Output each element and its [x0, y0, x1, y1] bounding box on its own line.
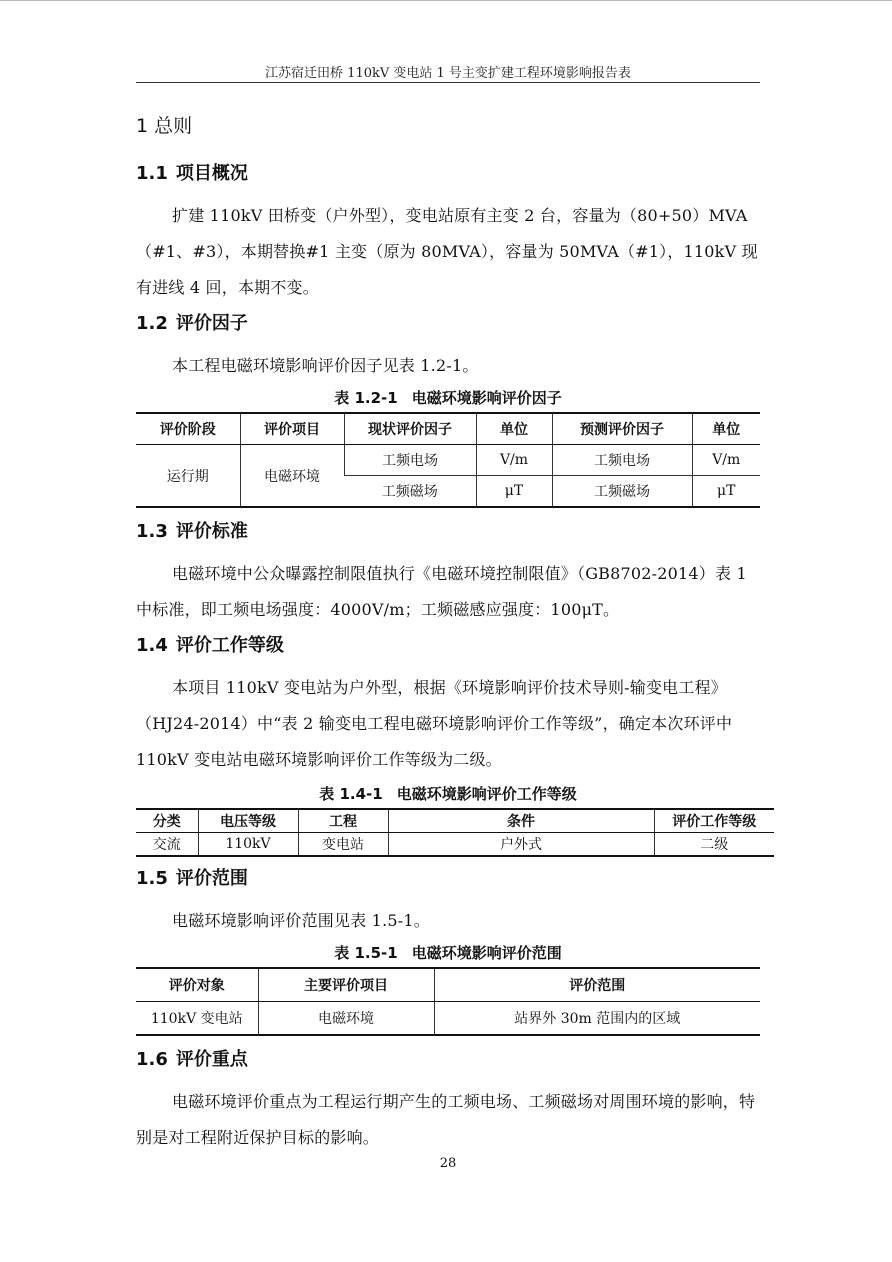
paragraph-evaluation-focus: 电磁环境评价重点为工程运行期产生的工频电场、工频磁场对周围环境的影响，特别是对工程附近保护目标的影响。: [136, 1092, 756, 1147]
running-header: 江苏宿迁田桥 110kV 变电站 1 号主变扩建工程环境影响报告表: [265, 66, 631, 81]
table-cell: 交流: [152, 837, 181, 853]
table-cell: 工频磁场: [552, 476, 692, 508]
table-evaluation-scope: [136, 967, 760, 1036]
table-cell: 站界外 30m 范围内的区域: [434, 1002, 760, 1036]
column-header: 单位: [476, 413, 552, 445]
table-cell: 户外式: [388, 833, 654, 857]
column-header: 分类: [136, 809, 198, 833]
section-number: 1.2: [136, 313, 168, 334]
table-cell: 电磁环境: [258, 1002, 434, 1036]
section-title: 评价标准: [175, 521, 248, 542]
table-caption-1-4-1: [136, 784, 760, 804]
table-row: [136, 445, 760, 476]
column-header: 评价工作等级: [654, 809, 774, 833]
table-row: [136, 833, 774, 857]
paragraph-evaluation-grade: 本项目 110kV 变电站为户外型，根据《环境影响评价技术导则-输变电工程》（HJ24-2014）中“表 2 输变电工程电磁环境影响评价工作等级”，确定本次环评中 110kV 变电站电磁环境影响评价工作等级为二级。: [136, 678, 733, 769]
chapter-title: 1 总则: [136, 115, 193, 137]
section-number: 1.4: [136, 635, 168, 656]
table-cell: μT: [476, 476, 552, 508]
table-cell: 110kV 变电站: [150, 1011, 243, 1027]
table-cell: 变电站: [298, 833, 388, 857]
column-header: 预测评价因子: [552, 413, 692, 445]
page-top-border: [0, 0, 892, 1]
column-header: 评价对象: [136, 968, 258, 1002]
column-header: 电压等级: [198, 809, 298, 833]
section-number: 1.3: [136, 521, 168, 542]
column-header: 评价范围: [434, 968, 760, 1002]
section-number: 1.1: [136, 163, 168, 184]
column-header: 评价阶段: [136, 413, 240, 445]
paragraph-evaluation-standard: 电磁环境中公众曝露控制限值执行《电磁环境控制限值》（GB8702-2014）表 1 中标准，即工频电场强度：4000V/m；工频磁感应强度：100μT。: [136, 564, 747, 619]
section-title: 评价重点: [175, 1049, 248, 1070]
column-header: 主要评价项目: [258, 968, 434, 1002]
table-cell: V/m: [476, 445, 552, 476]
section-heading-1-5: [136, 865, 760, 893]
section-heading-1-2: [136, 310, 760, 338]
table-cell: 工频磁场: [381, 484, 438, 500]
section-heading-1-4: [136, 632, 760, 660]
table-caption-1-2-1: [136, 388, 760, 408]
page-content: [136, 112, 760, 1160]
column-header: 评价项目: [240, 413, 344, 445]
table-cell: 二级: [654, 833, 774, 857]
table-evaluation-grade: [136, 808, 774, 857]
table-title: 电磁环境影响评价范围: [411, 944, 562, 962]
paragraph-evaluation-factors: 本工程电磁环境影响评价因子见表 1.2-1。: [172, 356, 479, 375]
table-title: 电磁环境影响评价工作等级: [396, 785, 577, 803]
table-title: 电磁环境影响评价因子: [411, 389, 562, 407]
column-header: 现状评价因子: [344, 413, 476, 445]
table-cell: V/m: [692, 445, 760, 476]
table-number: 表 1.2-1: [334, 389, 398, 407]
section-number: 1.5: [136, 868, 168, 889]
table-cell: 工频电场: [344, 445, 476, 476]
table-header-row: [136, 413, 760, 445]
table-row: [136, 1002, 760, 1036]
table-header-row: [136, 968, 760, 1002]
table-cell: 110kV: [198, 833, 298, 857]
paragraph-project-overview: 扩建 110kV 田桥变（户外型），变电站原有主变 2 台，容量为（80+50）MVA（#1、#3），本期替换#1 主变（原为 80MVA），容量为 50MVA（#1），110kV 现有进线 4 回，本期不变。: [136, 206, 758, 297]
section-title: 项目概况: [175, 163, 248, 184]
table-evaluation-factors: [136, 412, 760, 508]
section-title: 评价工作等级: [175, 635, 284, 656]
table-number: 表 1.4-1: [319, 785, 383, 803]
paragraph-evaluation-scope: 电磁环境影响评价范围见表 1.5-1。: [172, 911, 430, 930]
table-cell: μT: [692, 476, 760, 508]
table-caption-1-5-1: [136, 943, 760, 963]
column-header: 单位: [692, 413, 760, 445]
section-heading-1-3: [136, 518, 760, 546]
header-rule: [136, 82, 760, 83]
table-header-row: [136, 809, 774, 833]
table-cell: 工频电场: [552, 445, 692, 476]
table-cell-item: 电磁环境: [240, 445, 344, 508]
column-header: 条件: [388, 809, 654, 833]
section-heading-1-6: [136, 1046, 760, 1074]
section-title: 评价范围: [175, 868, 248, 889]
section-title: 评价因子: [175, 313, 248, 334]
page-number: 28: [439, 1156, 457, 1171]
table-number: 表 1.5-1: [334, 944, 398, 962]
table-cell-stage: 运行期: [166, 468, 209, 485]
column-header: 工程: [298, 809, 388, 833]
section-heading-1-1: [136, 160, 760, 188]
section-number: 1.6: [136, 1049, 168, 1070]
